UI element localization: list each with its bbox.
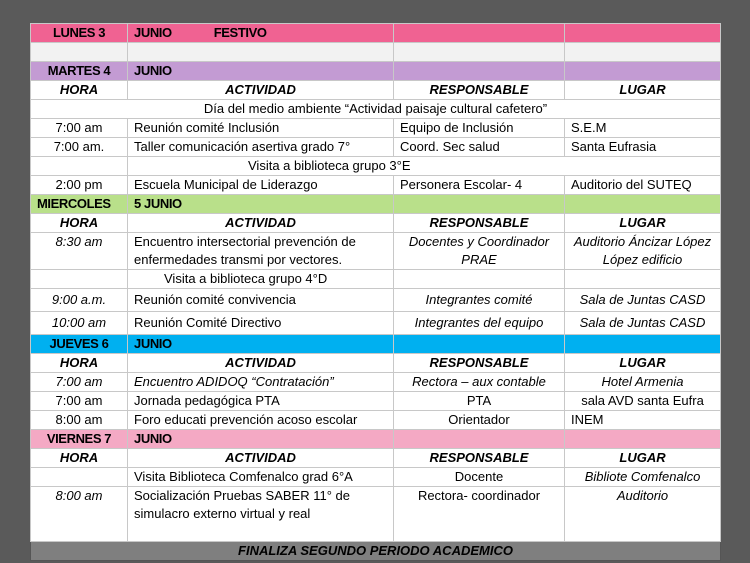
- day-month: JUNIO: [128, 62, 394, 81]
- table-row: 8:00 am Socialización Pruebas SABER 11° de simulacro externo virtual y real Rectora- coordinador Auditorio: [31, 487, 721, 542]
- day-header-wednesday: [31, 195, 721, 214]
- period-end-banner: FINALIZA SEGUNDO PERIODO ACADEMICO: [31, 542, 721, 561]
- day-name: MARTES 4: [31, 62, 128, 81]
- footer-row: [31, 542, 721, 561]
- day-month: JUNIO: [128, 430, 394, 449]
- table-row: 7:00 am Encuentro ADIDOQ “Contratación” Rectora – aux contable Hotel Armenia: [31, 373, 721, 392]
- day-header-tuesday: [31, 62, 721, 81]
- library-visit-note: Visita a biblioteca grupo 3°E: [128, 157, 721, 176]
- month-label: JUNIO: [134, 25, 172, 40]
- table-row: 9:00 a.m. Reunión comité convivencia Integrantes comité Sala de Juntas CASD: [31, 289, 721, 312]
- column-header-row: HORA ACTIVIDAD RESPONSABLE LUGAR: [31, 449, 721, 468]
- schedule-sheet: [30, 23, 720, 561]
- holiday-label: FESTIVO: [213, 25, 267, 40]
- table-row: Visita Biblioteca Comfenalco grad 6°A Docente Bibliote Comfenalco: [31, 468, 721, 487]
- column-header-row: [31, 81, 721, 100]
- note-row: [31, 157, 721, 176]
- day-name: JUEVES 6: [31, 335, 128, 354]
- table-row: 7:00 am Reunión comité Inclusión Equipo de Inclusión S.E.M: [31, 119, 721, 138]
- table-row: 2:00 pm Escuela Municipal de Liderazgo Personera Escolar- 4 Auditorio del SUTEQ: [31, 176, 721, 195]
- day-header-monday: [31, 24, 721, 43]
- blank-row: [31, 43, 721, 62]
- table-row: 10:00 am Reunión Comité Directivo Integrantes del equipo Sala de Juntas CASD: [31, 312, 721, 335]
- day-month: JUNIO: [128, 335, 394, 354]
- table-row: 8:30 am Encuentro intersectorial prevención de enfermedades transmi por vectores. Docentes y Coordinador PRAE Auditorio Áncizar López López edificio: [31, 233, 721, 270]
- note-row: [31, 270, 721, 289]
- day-header-thursday: [31, 335, 721, 354]
- day-header-friday: [31, 430, 721, 449]
- day-name: LUNES 3: [31, 24, 128, 43]
- table-row: 8:00 am Foro educati prevención acoso escolar Orientador INEM: [31, 411, 721, 430]
- col-actividad: ACTIVIDAD: [128, 81, 394, 100]
- day-month: 5 JUNIO: [128, 195, 394, 214]
- day-name: VIERNES 7: [31, 430, 128, 449]
- day-month: [128, 24, 394, 43]
- banner-row: [31, 100, 721, 119]
- library-visit-note: Visita a biblioteca grupo 4°D: [128, 270, 394, 289]
- col-lugar: LUGAR: [565, 81, 721, 100]
- table-row: 7:00 am. Taller comunicación asertiva grado 7° Coord. Sec salud Santa Eufrasia: [31, 138, 721, 157]
- column-header-row: HORA ACTIVIDAD RESPONSABLE LUGAR: [31, 354, 721, 373]
- day-name: MIERCOLES: [31, 195, 128, 214]
- event-banner: Día del medio ambiente “Actividad paisaje cultural cafetero”: [31, 100, 721, 119]
- table-row: 7:00 am Jornada pedagógica PTA PTA sala AVD santa Eufra: [31, 392, 721, 411]
- col-hora: HORA: [31, 81, 128, 100]
- schedule-table: [30, 23, 721, 561]
- column-header-row: HORA ACTIVIDAD RESPONSABLE LUGAR: [31, 214, 721, 233]
- col-responsable: RESPONSABLE: [394, 81, 565, 100]
